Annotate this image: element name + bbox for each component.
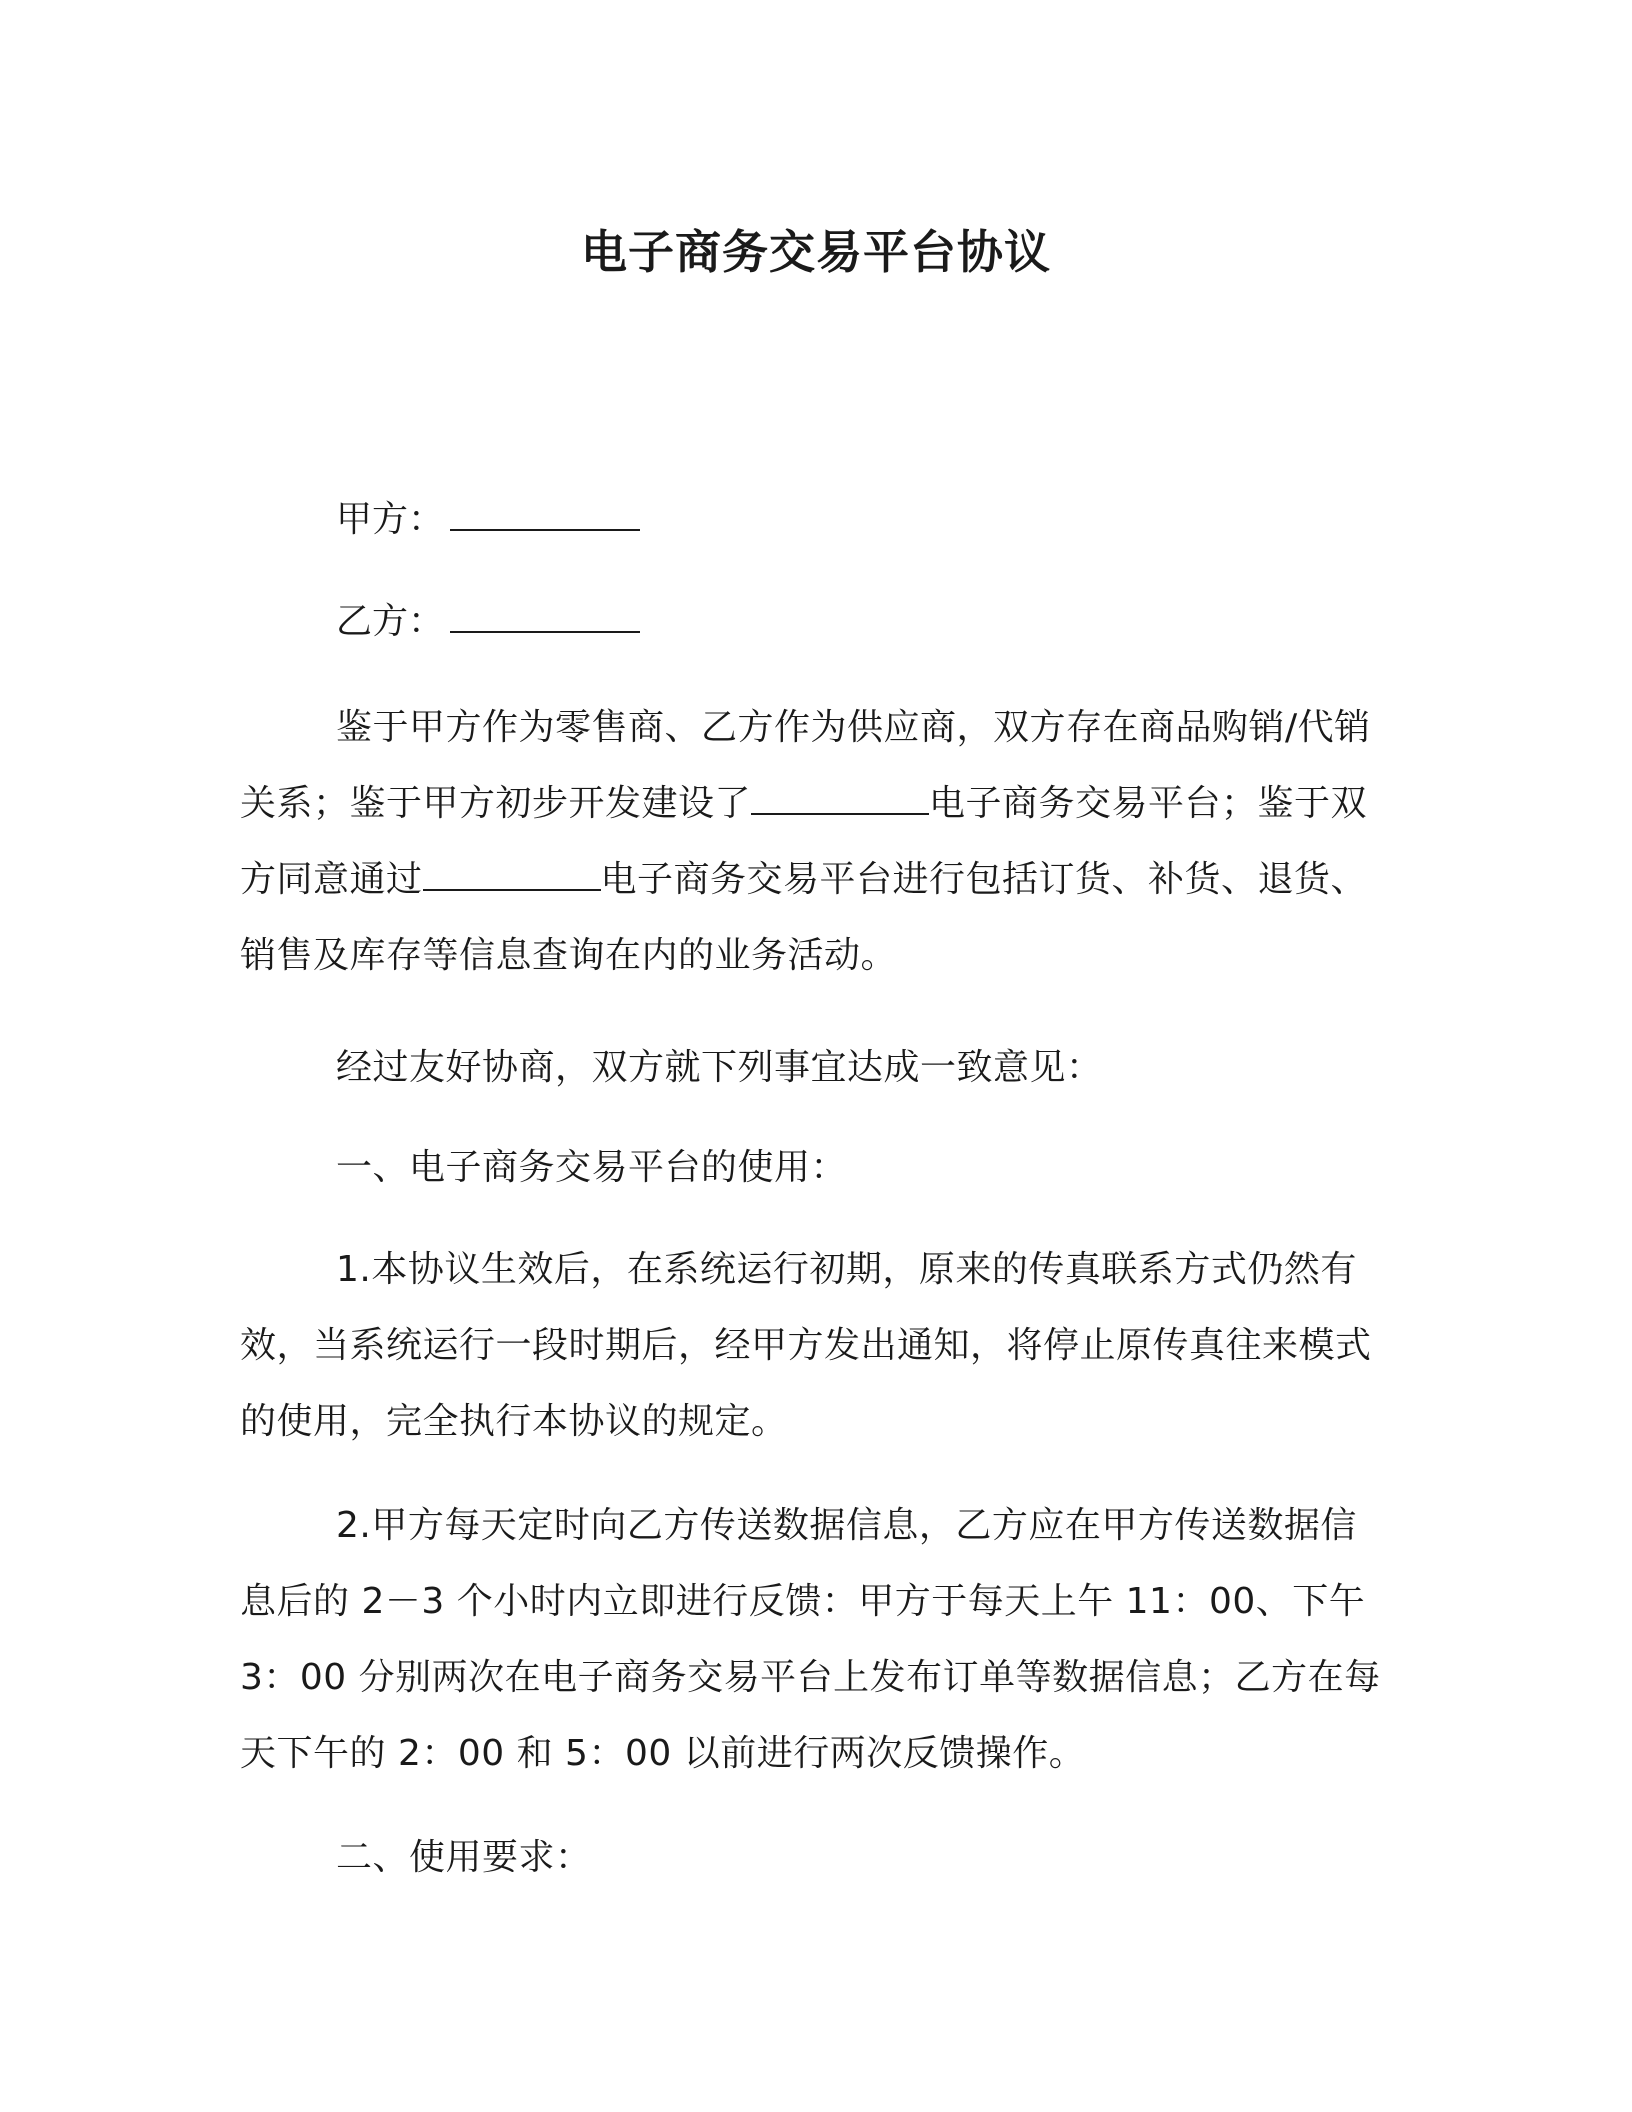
party-a-line [336, 490, 640, 550]
party-b-line [336, 592, 640, 652]
platform-name-blank-2 [423, 861, 601, 891]
recital-text-2: 电子商务交易平台；鉴于双方同意通过 [240, 783, 1368, 900]
consensus-paragraph: 经过友好协商，双方就下列事宜达成一致意见： [336, 1047, 1103, 1088]
party-a-label: 甲方： [336, 499, 445, 540]
party-a-blank [450, 501, 640, 531]
party-b-blank [450, 603, 640, 633]
section-2-heading: 二、使用要求： [336, 1837, 592, 1878]
section-1-heading: 一、电子商务交易平台的使用： [336, 1147, 848, 1188]
platform-name-blank-1 [751, 785, 929, 815]
party-b-label: 乙方： [336, 601, 445, 642]
recital-text-1: 鉴于甲方作为零售商、乙方作为供应商，双方存在商品购销/代销关系；鉴于甲方初步开发建设了 [240, 707, 1371, 824]
document-title: 电子商务交易平台协议 [581, 225, 1051, 279]
recital-paragraph [240, 690, 1392, 994]
clause-2-paragraph: 2.甲方每天定时向乙方传送数据信息，乙方应在甲方传送数据信息后的 2－3 个小时内立即进行反馈：甲方于每天上午 11：00、下午 3：00 分别两次在电子商务交易平台上发布订单等数据信息；乙方在每天下午的 2：00 和 5：00 以前进行两次反馈操作。 [240, 1505, 1381, 1774]
clause-1-paragraph: 1.本协议生效后，在系统运行初期，原来的传真联系方式仍然有效，当系统运行一段时期后，经甲方发出通知，将停止原传真往来模式的使用，完全执行本协议的规定。 [240, 1249, 1372, 1442]
recital-text-3: 电子商务交易平台进行包括订货、补货、退货、销售及库存等信息查询在内的业务活动。 [240, 859, 1368, 976]
